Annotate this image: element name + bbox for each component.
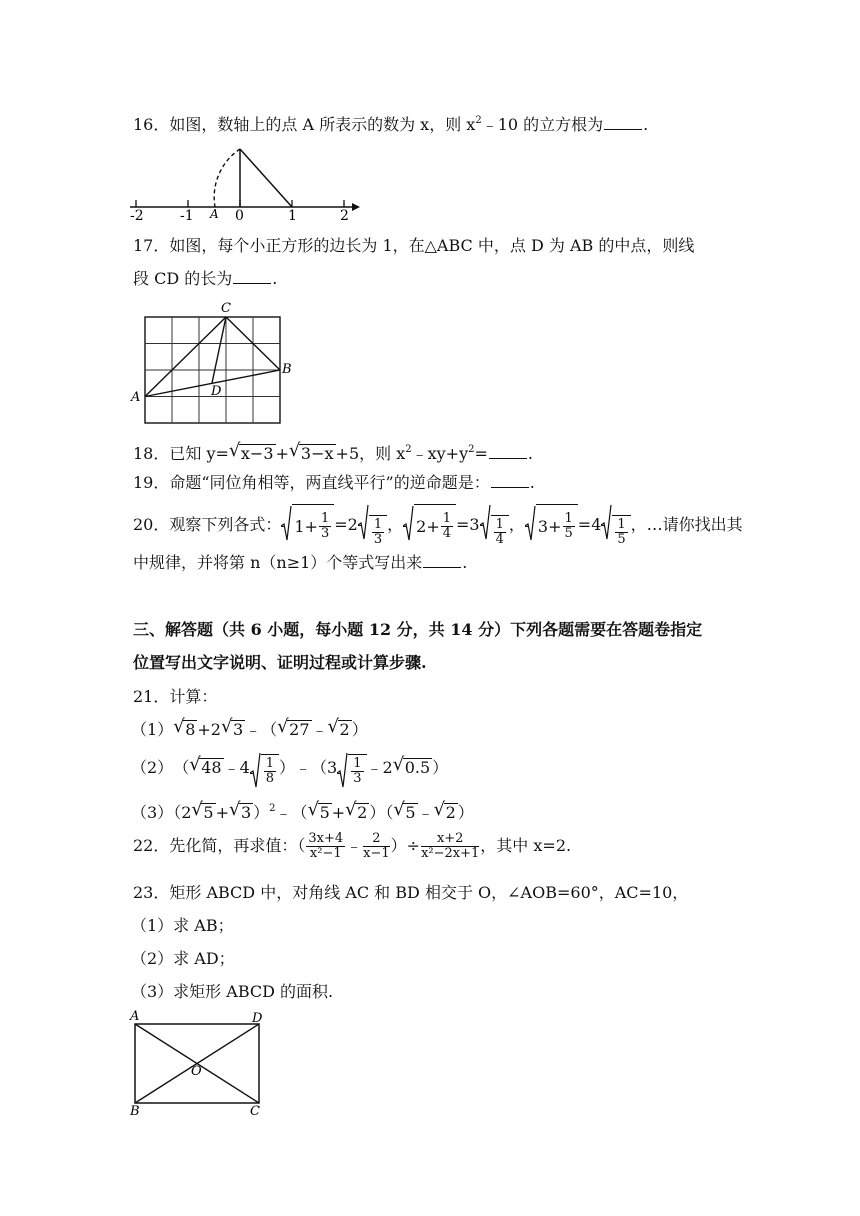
q19-text: 19．命题“同位角相等，两直线平行”的逆命题是： . <box>133 473 535 492</box>
tick-label: -2 <box>130 208 144 222</box>
answer-blank[interactable] <box>604 115 642 130</box>
sqrt-expr: 1+ $\frac{1}{3}$ <box>281 504 334 547</box>
q20-line2: 中规律，并将第 n（n≥1）个等式写出来 . <box>133 553 468 572</box>
sqrt-expr: 1 3 <box>358 503 387 547</box>
sqrt-expr: 3+ $\frac{1}{5}$ <box>525 504 578 547</box>
sqrt-expr: 1 4 <box>480 503 509 547</box>
q23-part2: （2）求 AD； <box>131 949 235 968</box>
vertex-label: D <box>211 384 222 399</box>
vertex-label: A <box>131 390 141 405</box>
sqrt-expr: 2+ $\frac{1}{4}$ <box>403 504 456 547</box>
tick-label: 2 <box>340 208 349 222</box>
section3-heading: 三、解答题（共 6 小题，每小题 12 分，共 14 分）下列各题需要在答题卷指定 <box>133 620 703 639</box>
vertex-label: B <box>282 362 292 377</box>
vertex-label: D <box>252 1011 263 1026</box>
q17-line1: 17．如图，每个小正方形的边长为 1，在△ABC 中，点 D 为 AB 的中点，则线 <box>133 236 695 255</box>
vertex-label: C <box>221 301 231 316</box>
vertex-label: C <box>250 1104 260 1118</box>
q21-title: 21．计算： <box>133 687 218 706</box>
q21-part2: （2） （ √ 48 ﹣4 1 8 ）﹣（3 1 3 ﹣2 √ 0.5 ） <box>131 748 448 788</box>
q23-part3: （3）求矩形 ABCD 的面积. <box>131 982 334 1001</box>
q21-part1: （1）√ 8 +2√ 3 ﹣（√ 27 ﹣√ 2 ） <box>131 719 368 741</box>
q20-line1: 20．观察下列各式： 1+ $\frac{1}{3}$ =2 1 3 ， 2+ $\frac{1}{4}$ =3 1 4 ， 3+ $\frac{1}{5}$ =4 1 5 ，…请你找出其 <box>133 505 743 545</box>
q22-text: 22．先化简，再求值：（ 3x+4 x²−1 ﹣ 2 x−1 ）÷ $\frac{x+2}{\text{x²−2x+1}}$ ，其中 x=2. <box>133 830 572 861</box>
answer-blank[interactable] <box>233 269 271 284</box>
answer-blank[interactable] <box>491 473 529 488</box>
q17-line2: 段 CD 的长为 . <box>133 269 278 288</box>
q21-part3: （3）（2√ 5 +√ 3 ）$^2$﹣（√ 5 +√ 2 ）（√ 5 ﹣√ 2 ） <box>131 798 474 824</box>
q23-part1: （1）求 AB； <box>131 916 234 935</box>
point-a-label: A <box>210 207 219 221</box>
grid-triangle-figure <box>128 298 298 428</box>
answer-blank[interactable] <box>423 553 461 568</box>
vertex-label: A <box>130 1009 140 1024</box>
tick-label: -1 <box>180 208 194 222</box>
center-label: O <box>191 1064 202 1079</box>
q16-text: 16．如图，数轴上的点 A 所表示的数为 x，则 $x^2﹣10$ 的立方根为 . <box>133 115 649 134</box>
vertex-label: B <box>130 1104 140 1118</box>
sqrt-expr: √ 3−x <box>290 443 336 465</box>
rectangle-figure <box>126 1008 276 1118</box>
number-line-figure <box>128 142 368 222</box>
sqrt-expr: √ x−3 <box>230 443 276 465</box>
section3-heading-cont: 位置写出文字说明、证明过程或计算步骤. <box>133 653 427 672</box>
sqrt-expr: 1 5 <box>601 503 630 547</box>
tick-label: 0 <box>235 208 244 222</box>
answer-blank[interactable] <box>489 444 527 459</box>
tick-label: 1 <box>288 208 297 222</box>
q18-text: 18．已知 y=√ x−3 +√ 3−x +5，则 $x^2﹣xy+y^2=$ . <box>133 439 533 465</box>
q23-line1: 23．矩形 ABCD 中，对角线 AC 和 BD 相交于 O，∠AOB=60°，AC=10， <box>133 883 689 902</box>
